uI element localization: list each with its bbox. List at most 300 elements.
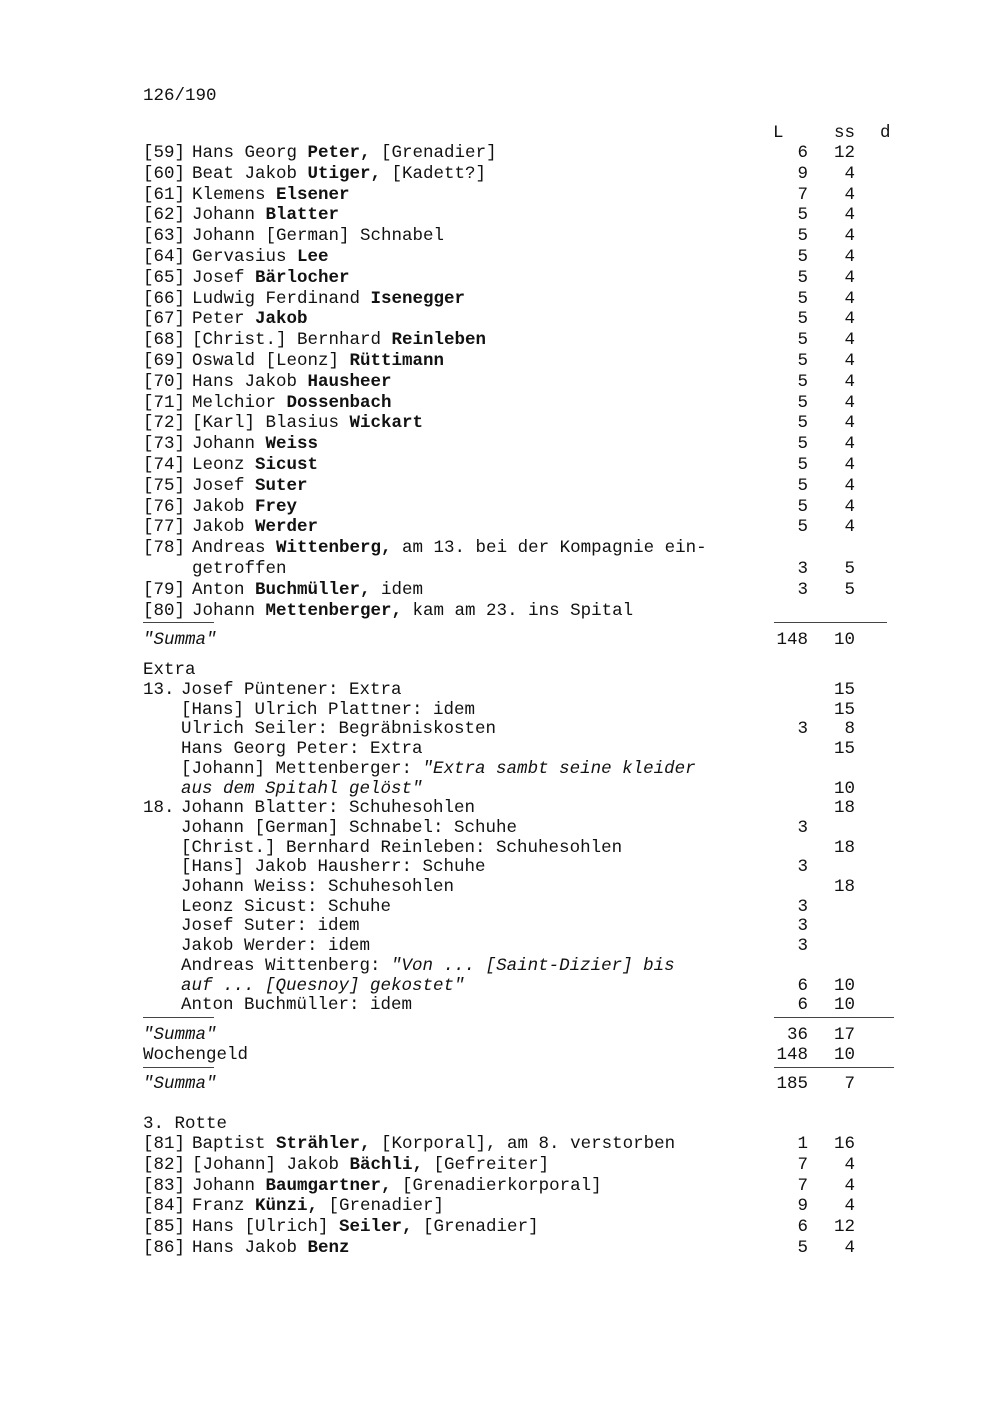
amount-l: 5	[797, 205, 808, 226]
entry-text: Josef Püntener: Extra	[181, 680, 402, 700]
entry-text: Baptist	[192, 1134, 277, 1154]
amount-ss: 4	[844, 351, 855, 371]
extra-day: 18.	[143, 798, 175, 819]
column-header-l: L	[773, 123, 784, 143]
entry-text: Jakob	[192, 517, 256, 538]
roster-row	[0, 226, 1000, 247]
amount-ss: 15	[833, 699, 855, 720]
emphasis-text: Sicust	[255, 455, 319, 475]
entry-number: [59]	[143, 143, 186, 163]
roster-row	[0, 1217, 1000, 1238]
entry-name	[192, 1238, 350, 1259]
emphasis-text: "Extra sambt seine kleider	[422, 758, 696, 779]
amount-ss: 7	[844, 1074, 855, 1094]
emphasis-text: Elsener	[276, 184, 350, 205]
emphasis-text: Isenegger	[370, 288, 466, 309]
rule	[774, 622, 887, 623]
roster-row	[0, 393, 1000, 414]
roster-row	[0, 185, 1000, 206]
entry-number: [73]	[143, 434, 186, 455]
entry-number: [65]	[143, 267, 186, 288]
entry-number: [61]	[143, 184, 186, 205]
emphasis-text: Werder	[255, 517, 319, 538]
emphasis-text: Mettenberger,	[265, 600, 403, 621]
extra-text	[181, 897, 391, 918]
emphasis-text: Peter,	[307, 143, 371, 163]
roster-row	[0, 476, 1000, 497]
emphasis-text: Wittenberg,	[276, 538, 392, 559]
rule	[143, 1017, 214, 1018]
entry-name	[192, 497, 297, 518]
amount-l: 5	[797, 351, 808, 371]
roster-row	[0, 1155, 1000, 1176]
entry-text: [Kadett?]	[381, 163, 487, 184]
extra-row	[0, 700, 1000, 721]
entry-number: [85]	[143, 1217, 186, 1238]
entry-text: Hans Jakob	[192, 371, 308, 392]
roster-row	[0, 1196, 1000, 1217]
entry-text: Gervasius	[192, 247, 298, 267]
amount-ss: 4	[844, 247, 855, 267]
entry-text: [Johann] Jakob	[192, 1154, 350, 1175]
extra-text	[181, 818, 517, 839]
extra-row	[0, 995, 1000, 1016]
amount-l: 5	[797, 517, 808, 538]
amount-ss: 4	[844, 309, 855, 330]
extra-row	[0, 680, 1000, 701]
amount-ss: 18	[833, 877, 855, 897]
amount-ss: 4	[844, 517, 855, 538]
entry-text: Franz	[192, 1196, 256, 1217]
entry-number: [78]	[143, 538, 186, 559]
entry-text: Leonz	[192, 455, 256, 475]
emphasis-text: Suter	[255, 475, 308, 496]
amount-ss: 10	[833, 1045, 855, 1065]
entry-text: Hans Georg Peter: Extra	[181, 739, 423, 760]
entry-text: Hans Jakob	[192, 1238, 308, 1258]
amount-ss: 4	[844, 226, 855, 247]
emphasis-text: Künzi,	[255, 1196, 319, 1217]
amount-l: 9	[797, 163, 808, 184]
entry-number: [68]	[143, 330, 186, 351]
entry-text: [Christ.] Bernhard Reinleben: Schuhesohlen	[181, 837, 623, 858]
entry-number: [84]	[143, 1196, 186, 1217]
entry-name	[192, 476, 308, 497]
extra-heading	[0, 660, 1000, 681]
emphasis-text: Strähler,	[276, 1134, 371, 1154]
amount-ss: 4	[844, 392, 855, 413]
amount-l: 6	[797, 1217, 808, 1238]
extra-text	[181, 956, 675, 977]
extra-text	[181, 759, 696, 780]
emphasis-text: Baumgartner,	[265, 1175, 392, 1196]
roster-row	[0, 538, 1000, 559]
entry-name	[192, 1155, 549, 1176]
entry-text: [Johann] Mettenberger:	[181, 758, 423, 779]
roster-row	[0, 330, 1000, 351]
summa-row	[0, 1074, 1000, 1095]
amount-l: 7	[797, 184, 808, 205]
extra-row	[0, 897, 1000, 918]
entry-text: Josef	[192, 475, 256, 496]
amount-ss: 12	[833, 1217, 855, 1238]
extra-row	[0, 857, 1000, 878]
wochengeld-row	[0, 1045, 1000, 1066]
entry-number: [75]	[143, 475, 186, 496]
amount-ss: 4	[844, 1175, 855, 1196]
extra-row	[0, 719, 1000, 740]
roster-row	[0, 309, 1000, 330]
entry-number: [66]	[143, 288, 186, 309]
entry-text: Ludwig Ferdinand	[192, 288, 371, 309]
entry-name	[192, 185, 350, 206]
entry-text: Melchior	[192, 392, 287, 413]
entry-text: [Grenadierkorporal]	[391, 1175, 602, 1196]
amount-ss: 4	[844, 1238, 855, 1258]
summa-label: "Summa"	[143, 1074, 217, 1094]
entry-name	[192, 289, 465, 310]
entry-text: [Hans] Ulrich Plattner: idem	[181, 699, 476, 720]
roster-row	[0, 351, 1000, 372]
entry-name	[192, 309, 308, 330]
amount-l: 148	[776, 630, 808, 650]
amount-ss: 5	[844, 559, 855, 579]
roster-row	[0, 559, 1000, 580]
amount-l: 3	[797, 916, 808, 937]
entry-number: [74]	[143, 455, 186, 475]
amount-ss: 10	[833, 778, 855, 799]
entry-name	[192, 538, 707, 559]
amount-ss: 10	[833, 995, 855, 1016]
entry-number: [83]	[143, 1175, 186, 1196]
extra-row	[0, 798, 1000, 819]
entry-text: Johann Blatter: Schuhesohlen	[181, 798, 476, 819]
roster-row	[0, 434, 1000, 455]
rotte-heading	[0, 1114, 1000, 1135]
amount-ss: 4	[844, 475, 855, 496]
entry-text: Josef Suter: idem	[181, 916, 360, 937]
amount-ss: 4	[844, 330, 855, 351]
roster-row	[0, 268, 1000, 289]
extra-row	[0, 739, 1000, 760]
entry-name	[192, 143, 497, 164]
amount-l: 3	[797, 579, 808, 600]
roster-row	[0, 289, 1000, 310]
entry-name	[192, 413, 423, 434]
amount-l: 5	[797, 434, 808, 455]
amount-l: 3	[797, 857, 808, 878]
emphasis-text: Rüttimann	[349, 351, 445, 371]
amount-ss: 4	[844, 267, 855, 288]
extra-text	[181, 838, 622, 859]
entry-name	[192, 559, 287, 580]
entry-text: [Christ.] Bernhard	[192, 330, 392, 351]
amount-l: 5	[797, 371, 808, 392]
amount-l: 3	[797, 896, 808, 917]
extra-row	[0, 818, 1000, 839]
amount-ss: 10	[833, 630, 855, 650]
amount-l: 5	[797, 1238, 808, 1258]
amount-ss: 4	[844, 205, 855, 226]
emphasis-text: Bärlocher	[255, 267, 350, 288]
entry-name	[192, 268, 350, 289]
extra-text	[181, 976, 465, 997]
roster-row	[0, 1134, 1000, 1155]
emphasis-text: Frey	[255, 496, 298, 517]
entry-number: [63]	[143, 226, 186, 247]
emphasis-text: Utiger,	[307, 163, 382, 184]
entry-name	[192, 434, 318, 455]
extra-text	[181, 877, 454, 898]
entry-name	[192, 330, 486, 351]
amount-ss: 4	[844, 1196, 855, 1217]
entry-name	[192, 1176, 602, 1197]
extra-text	[181, 995, 412, 1016]
entry-text: [Korporal], am 8. verstorben	[370, 1134, 676, 1154]
emphasis-text: Lee	[297, 247, 329, 267]
rule	[143, 1067, 214, 1068]
amount-ss: 4	[844, 163, 855, 184]
summa-label: "Summa"	[143, 1025, 217, 1045]
amount-ss: 15	[833, 680, 855, 700]
amount-ss: 12	[833, 143, 855, 163]
emphasis-text: Dossenbach	[286, 392, 392, 413]
entry-text: [Grenadier]	[412, 1217, 539, 1238]
amount-l: 1	[797, 1134, 808, 1154]
entry-number: [80]	[143, 600, 186, 621]
entry-text: Johann	[192, 600, 266, 621]
amount-ss: 4	[844, 1154, 855, 1175]
extra-text	[181, 700, 475, 721]
roster-row	[0, 1176, 1000, 1197]
entry-name	[192, 205, 339, 226]
emphasis-text: "Von ... [Saint-Dizier] bis	[391, 955, 675, 976]
entry-text: Andreas	[192, 538, 277, 559]
column-header-ss: ss	[834, 123, 856, 143]
extra-text	[181, 936, 370, 957]
roster-row	[0, 517, 1000, 538]
entry-number: [70]	[143, 371, 186, 392]
entry-number: [79]	[143, 579, 186, 600]
extra-row	[0, 956, 1000, 977]
extra-row	[0, 936, 1000, 957]
roster-row	[0, 601, 1000, 622]
amount-l: 9	[797, 1196, 808, 1217]
entry-number: [77]	[143, 517, 186, 538]
extra-row	[0, 916, 1000, 937]
entry-text: Ulrich Seiler: Begräbniskosten	[181, 719, 497, 740]
entry-text: Johann Weiss: Schuhesohlen	[181, 877, 455, 897]
amount-l: 6	[797, 995, 808, 1016]
amount-l: 7	[797, 1154, 808, 1175]
amount-l: 3	[797, 719, 808, 740]
amount-ss: 4	[844, 455, 855, 475]
amount-l: 5	[797, 455, 808, 475]
emphasis-text: Bächli,	[349, 1154, 424, 1175]
emphasis-text: Benz	[307, 1238, 350, 1258]
roster-row	[0, 580, 1000, 601]
amount-ss: 16	[833, 1134, 855, 1154]
entry-name	[192, 372, 392, 393]
entry-name	[192, 601, 633, 622]
wochengeld-label: Wochengeld	[143, 1045, 249, 1065]
rule	[143, 622, 214, 623]
amount-ss: 18	[833, 837, 855, 858]
emphasis-text: Weiss	[265, 434, 319, 455]
amount-l: 5	[797, 226, 808, 247]
emphasis-text: Blatter	[265, 205, 340, 226]
entry-text: getroffen	[192, 559, 287, 579]
extra-text	[181, 779, 423, 800]
entry-text: Hans [Ulrich]	[192, 1217, 340, 1238]
amount-l: 148	[776, 1045, 808, 1065]
extra-text	[181, 916, 360, 937]
entry-name	[192, 226, 444, 247]
extra-row	[0, 976, 1000, 997]
entry-number: [76]	[143, 496, 186, 517]
emphasis-text: Hausheer	[307, 371, 392, 392]
rotte-title: 3. Rotte	[143, 1114, 228, 1134]
entry-name	[192, 1217, 539, 1238]
entry-text: Anton	[192, 579, 256, 600]
extra-text	[181, 680, 402, 701]
amount-l: 36	[786, 1025, 808, 1045]
amount-l: 7	[797, 1175, 808, 1196]
amount-l: 5	[797, 392, 808, 413]
amount-l: 3	[797, 936, 808, 957]
roster-row	[0, 247, 1000, 268]
amount-l: 5	[797, 330, 808, 351]
entry-name	[192, 517, 318, 538]
extra-row	[0, 838, 1000, 859]
amount-l: 5	[797, 288, 808, 309]
entry-text: Jakob	[192, 496, 256, 517]
entry-text: Andreas Wittenberg:	[181, 955, 392, 976]
entry-number: [72]	[143, 413, 186, 434]
entry-name	[192, 247, 329, 268]
entry-text: Johann	[192, 1175, 266, 1196]
entry-name	[192, 351, 444, 372]
amount-ss: 4	[844, 184, 855, 205]
amount-ss: 18	[833, 798, 855, 819]
amount-l: 5	[797, 267, 808, 288]
entry-text: Johann [German] Schnabel: Schuhe	[181, 817, 518, 838]
entry-text: Josef	[192, 267, 256, 288]
entry-number: [81]	[143, 1134, 186, 1154]
roster-row	[0, 455, 1000, 476]
amount-ss: 8	[844, 719, 855, 740]
extra-text	[181, 857, 486, 878]
rule	[774, 1017, 894, 1018]
roster-row	[0, 413, 1000, 434]
extra-title: Extra	[143, 660, 196, 680]
entry-text: [Grenadier]	[370, 143, 497, 163]
entry-text: Peter	[192, 309, 256, 330]
roster-row	[0, 205, 1000, 226]
entry-text: Klemens	[192, 184, 277, 205]
entry-number: [82]	[143, 1154, 186, 1175]
extra-row	[0, 759, 1000, 780]
entry-name	[192, 580, 423, 601]
amount-l: 5	[797, 475, 808, 496]
roster-row	[0, 497, 1000, 518]
entry-name	[192, 455, 318, 476]
summa-row	[0, 1025, 1000, 1046]
amount-ss: 10	[833, 975, 855, 996]
emphasis-text: Wickart	[349, 413, 424, 434]
amount-ss: 4	[844, 413, 855, 434]
extra-day: 13.	[143, 680, 175, 700]
amount-l: 5	[797, 413, 808, 434]
column-header-d: d	[880, 123, 891, 143]
entry-name	[192, 164, 486, 185]
entry-text: Beat Jakob	[192, 163, 308, 184]
entry-text: [Gefreiter]	[423, 1154, 550, 1175]
entry-name	[192, 393, 392, 414]
amount-ss: 17	[833, 1025, 855, 1045]
emphasis-text: Buchmüller,	[255, 579, 371, 600]
entry-number: [86]	[143, 1238, 186, 1258]
rule	[774, 1067, 894, 1068]
entry-text: Hans Georg	[192, 143, 308, 163]
amount-l: 185	[776, 1074, 808, 1094]
entry-number: [60]	[143, 163, 186, 184]
extra-text	[181, 798, 475, 819]
entry-number: [71]	[143, 392, 186, 413]
entry-text: kam am 23. ins Spital	[402, 600, 634, 621]
entry-name	[192, 1134, 675, 1155]
emphasis-text: auf ... [Quesnoy] gekostet"	[181, 975, 465, 996]
amount-ss: 4	[844, 288, 855, 309]
amount-ss: 15	[833, 739, 855, 760]
amount-l: 6	[797, 975, 808, 996]
entry-text: am 13. bei der Kompagnie ein-	[391, 538, 707, 559]
amount-l: 5	[797, 309, 808, 330]
entry-text: Johann	[192, 205, 266, 226]
amount-l: 5	[797, 496, 808, 517]
page-number: 126/190	[143, 86, 217, 106]
entry-text: [Hans] Jakob Hausherr: Schuhe	[181, 857, 486, 878]
entry-text: Jakob Werder: idem	[181, 936, 371, 957]
emphasis-text: aus dem Spitahl gelöst"	[181, 778, 423, 799]
extra-text	[181, 719, 496, 740]
entry-text: Johann [German] Schnabel	[192, 226, 445, 247]
entry-text: Leonz Sicust: Schuhe	[181, 896, 392, 917]
entry-text: Johann	[192, 434, 266, 455]
entry-text: idem	[370, 579, 424, 600]
amount-l: 3	[797, 559, 808, 579]
entry-number: [69]	[143, 351, 186, 371]
amount-l: 6	[797, 143, 808, 163]
emphasis-text: Seiler,	[339, 1217, 413, 1238]
entry-number: [67]	[143, 309, 186, 330]
summa-label: "Summa"	[143, 630, 217, 650]
amount-l: 3	[797, 817, 808, 838]
extra-row	[0, 877, 1000, 898]
summa-row	[0, 630, 1000, 651]
amount-ss: 4	[844, 371, 855, 392]
entry-text: Anton Buchmüller: idem	[181, 995, 413, 1016]
entry-text: [Karl] Blasius	[192, 413, 350, 434]
entry-name	[192, 1196, 444, 1217]
roster-row	[0, 143, 1000, 164]
extra-row	[0, 779, 1000, 800]
roster-row	[0, 372, 1000, 393]
entry-number: [64]	[143, 247, 186, 267]
amount-ss: 5	[844, 579, 855, 600]
roster-row	[0, 1238, 1000, 1259]
amount-ss: 4	[844, 434, 855, 455]
